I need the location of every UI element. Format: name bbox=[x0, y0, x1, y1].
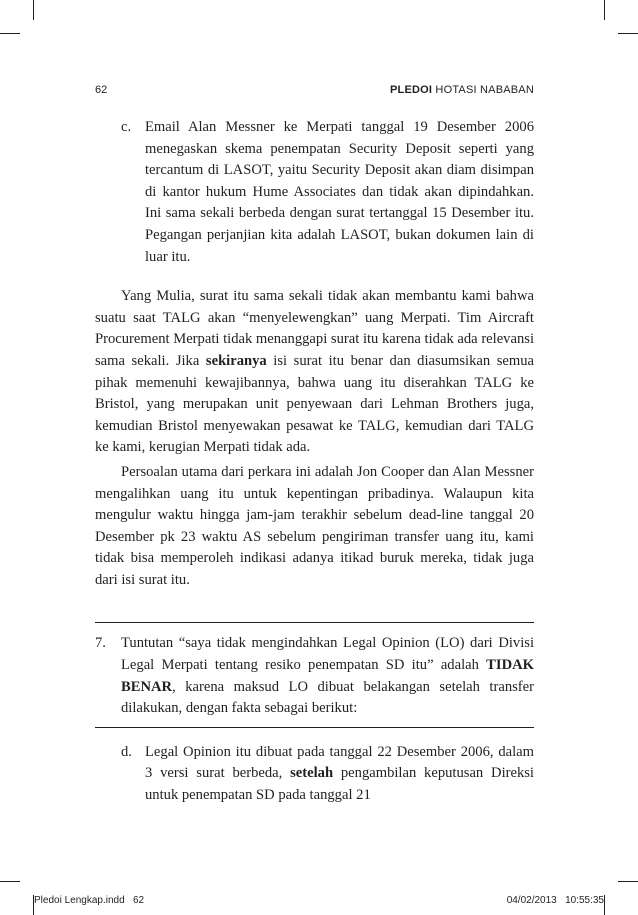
header-title-bold: PLEDOI bbox=[390, 84, 433, 96]
crop-mark bbox=[604, 895, 605, 915]
header-title-rest: HOTASI NABABAN bbox=[432, 84, 534, 96]
page-content bbox=[95, 117, 534, 807]
list-item-text: Legal Opinion itu dibuat pada tanggal 22 Desember 2006, dalam 3 versi surat berbeda, bbox=[145, 743, 534, 782]
list-item-text: Email Alan Messner ke Merpati tanggal 19 Desember 2006 menegaskan skema penempatan Security Deposit seperti yang tercantum di LASOT, yaitu Security Deposit akan diam disimpan di kantor hukum Hume Associates dan tidak akan dipindahkan. Ini sama sekali berbeda dengan surat tertanggal 15 Desember itu. Pegangan perjanjian kita adalah LASOT, bukan dokumen lain di luar itu. bbox=[145, 119, 534, 265]
crop-mark bbox=[618, 881, 638, 882]
list-item-text: pengambilan keputusan Direksi untuk penempatan SD pada tanggal 21 bbox=[145, 765, 534, 804]
list-marker: d. bbox=[121, 743, 132, 760]
list-item-text: Tuntutan “saya tidak mengindahkan Legal Opinion (LO) dari Divisi Legal Merpati tentang resiko penempatan SD itu” adalah bbox=[121, 635, 534, 674]
list-item-text: , karena maksud LO dibuat belakangan setelah transfer dilakukan, dengan fakta sebagai berikut: bbox=[121, 678, 534, 717]
emphasis-text: sekiranya bbox=[205, 352, 267, 369]
list-marker: 7. bbox=[95, 635, 106, 652]
emphasis-text: setelah bbox=[290, 765, 334, 782]
print-slug-timestamp: 04/02/2013 10:55:35 bbox=[506, 895, 604, 906]
list-marker: c. bbox=[121, 119, 132, 135]
list-item-7 bbox=[95, 633, 534, 719]
list-item-c bbox=[95, 117, 534, 268]
page-number: 62 bbox=[95, 84, 108, 96]
paragraph: Persoalan utama dari perkara ini adalah Jon Cooper dan Alan Messner mengalihkan uang itu untuk kepentingan pribadinya. Walaupun kita mengulur waktu hingga jam-jam terakhir sebelum dead-line tanggal 20 Desember pk 23 waktu AS sebelum pengiriman transfer uang itu, kami tidak bisa memperoleh indikasi adanya itikad buruk mereka, tidak juga dari isi surat itu. bbox=[95, 463, 534, 588]
paragraph-text: Yang Mulia, surat itu sama sekali tidak akan membantu kami bahwa suatu saat TALG akan “menyelewengkan” uang Merpati. Tim Aircraft Procurement Merpati tidak menanggapi surat itu karena tidak ada relevansi sama sekali. Jika bbox=[95, 288, 534, 369]
crop-mark bbox=[33, 0, 34, 20]
crop-mark bbox=[604, 0, 605, 20]
emphasis-text: TIDAK BENAR bbox=[121, 657, 534, 695]
crop-mark bbox=[0, 33, 20, 34]
print-slug-filename: Pledoi Lengkap.indd 62 bbox=[34, 895, 145, 906]
paragraph-text: isi surat itu benar dan diasumsikan semua pihak memenuhi kewajibannya, bahwa uang itu diserahkan TALG ke Bristol, yang merupakan unit penyewaan dari Lehman Brothers juga, kemudian Bristol menyewakan pesawat ke TALG, kemudian dari TALG ke kami, kerugian Merpati tidak ada. bbox=[95, 352, 534, 456]
crop-mark bbox=[0, 881, 20, 882]
crop-mark bbox=[618, 33, 638, 34]
list-item-d bbox=[95, 742, 534, 807]
paragraph bbox=[95, 286, 534, 459]
running-header bbox=[390, 84, 534, 96]
